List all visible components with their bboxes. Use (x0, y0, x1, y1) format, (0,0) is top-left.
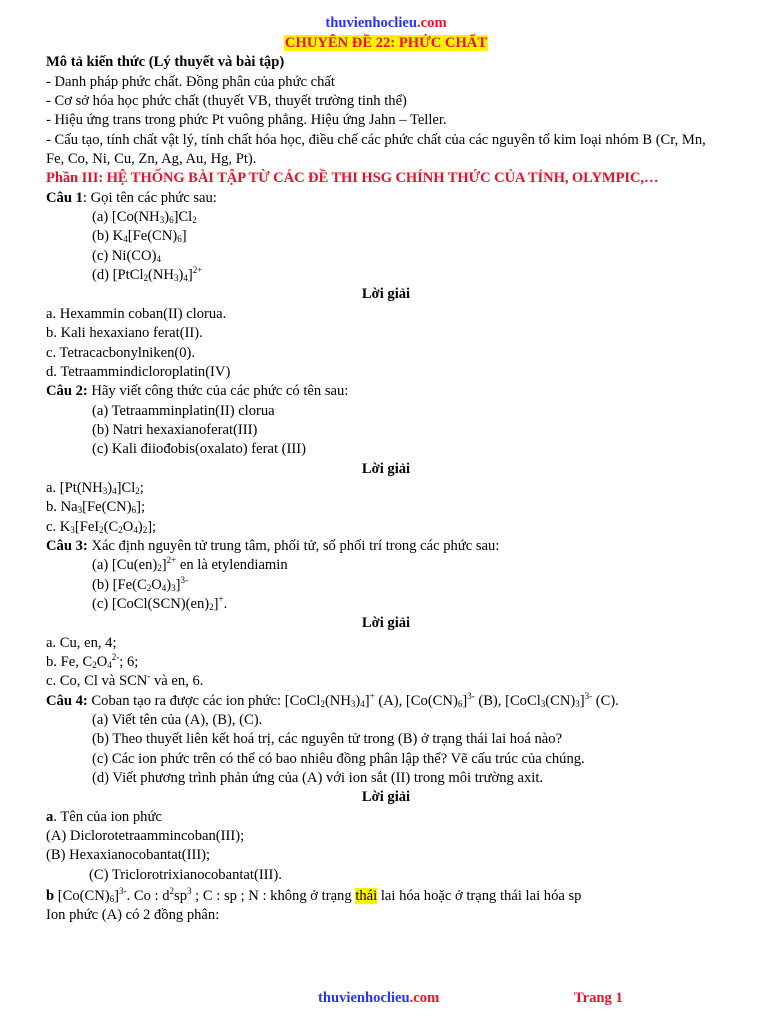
q1-option-d: (d) $[PtCl_2(NH_3)_4]^{2+}$ (92, 265, 203, 284)
q1-option-b: (b) $K_4[Fe(CN)_6]$ (92, 228, 187, 245)
q4-answer-name: (B) Hexaxianocobantat(III); (46, 847, 211, 864)
solution-heading: Lời giải (361, 286, 411, 303)
description-title: Mô tả kiến thức (Lý thuyết và bài tập) (46, 54, 285, 71)
q2-answer: b. $Na_3[Fe(CN)_6]$; (46, 499, 145, 516)
q4-answer-name: (C) Triclorotrixianocobantat(III). (89, 866, 282, 883)
q4-answer-a: a. Tên của ion phức (46, 808, 162, 825)
q3-option-a: (a) $[Cu(en)_2]^{2+}$ en là etylendiamin (92, 555, 288, 574)
q3-answer: b. Fe, $C_2O_4^{2-}$; 6; (46, 652, 139, 670)
q4-option: (c) Các ion phức trên có thể có bao nhiêu đồng phân lập thể? Vẽ cấu trúc của chúng. (92, 750, 585, 767)
q1-answer: d. Tetraammindicloroplatin(IV) (46, 363, 231, 380)
description-item: - Hiệu ứng trans trong phức Pt vuông phẳng. Hiệu ứng Jahn – Teller. (46, 112, 447, 129)
q1-answer: a. Hexammin coban(II) clorua. (46, 305, 227, 322)
question-4: Câu 4: Coban tạo ra được các ion phức: $[CoCl_2(NH_3)_4]^+$ (A), $[Co(CN)_6]^{3-}$ (B), $[CoCl_3(CN)_3]^{3-}$ (C). (46, 690, 619, 709)
q1-option-a: (a) $[Co(NH_3)_6]Cl_2$ (92, 209, 197, 226)
description-item: - Danh pháp phức chất. Đồng phân của phức chất (46, 73, 335, 90)
question-3: Câu 3: Xác định nguyên tử trung tâm, phối tử, số phối trí trong các phức sau: (46, 537, 500, 554)
solution-heading: Lời giải (361, 460, 411, 477)
description-item: - Cơ sở hóa học phức chất (thuyết VB, thuyết trường tinh thể) (46, 93, 407, 110)
q3-option-c: (c) $[CoCl(SCN)(en)_2]^+$. (92, 593, 228, 612)
footer-site: thuvienhoclieu.com (318, 990, 440, 1006)
description-item: - Cấu tạo, tính chất vật lý, tính chất hóa học, điều chế các phức chất của các nguyên tố kim loại nhóm B (Cr, Mn, Fe, Co, Ni, Cu, Zn, Ag, Au, Hg, Pt). (46, 131, 706, 168)
question-1: Câu 1: Gọi tên các phức sau: (46, 189, 217, 206)
question-2: Câu 2: Hãy viết công thức của các phức có tên sau: (46, 383, 349, 400)
q4-option: (d) Viết phương trình phản ứng của (A) với ion sắt (II) trong môi trường axit. (92, 770, 544, 787)
q3-answer: c. Co, Cl và SCN- và en, 6. (46, 671, 204, 690)
q3-answer: a. Cu, en, 4; (46, 634, 117, 651)
topic-title: CHUYÊN ĐỀ 22: PHỨC CHẤT (284, 35, 488, 51)
q2-option: (c) Kali điiođobis(oxalato) ferat (III) (92, 441, 306, 458)
q4-answer-name: (A) Diclorotetraammincoban(III); (46, 828, 245, 845)
q4-isomer-line: Ion phức (A) có 2 đồng phân: (46, 907, 220, 924)
q4-answer-b: b $[Co(CN)_6]^{3-}$. Co : $d^2sp^3$ ; C : sp ; N : không ở trạng thái lai hóa hoặc ở trạng thái lai hóa sp (46, 886, 582, 905)
q4-option: (b) Theo thuyết liên kết hoá trị, các nguyên tử trong (B) ở trạng thái lai hoá nào? (92, 731, 563, 748)
q1-answer: c. Tetracacbonylniken(0). (46, 344, 196, 361)
q2-answer: a. $[Pt(NH_3)_4]Cl_2$; (46, 479, 144, 496)
q2-option: (a) Tetraamminplatin(II) clorua (92, 402, 275, 419)
page-footer (0, 990, 768, 1010)
q4-option: (a) Viết tên của (A), (B), (C). (92, 712, 263, 729)
solution-heading: Lời giải (361, 789, 411, 806)
q1-option-c: (c) $Ni(CO)_4$ (92, 247, 161, 264)
q3-option-b: (b) $[Fe(C_2O_4)_3]^{3-}$ (92, 574, 189, 593)
part-title: Phần III: HỆ THỐNG BÀI TẬP TỪ CÁC ĐỀ THI HSG CHÍNH THỨC CỦA TỈNH, OLYMPIC,… (46, 170, 659, 187)
document-page (46, 14, 726, 926)
q2-answer: c. $K_3[FeI_2(C_2O_4)_2]$; (46, 518, 157, 535)
site-header: thuvienhoclieu.com (325, 15, 447, 31)
q2-option: (b) Natri hexaxianoferat(III) (92, 421, 258, 438)
solution-heading: Lời giải (361, 615, 411, 632)
q1-answer: b. Kali hexaxiano ferat(II). (46, 325, 203, 342)
page-number: Trang 1 (574, 990, 623, 1006)
